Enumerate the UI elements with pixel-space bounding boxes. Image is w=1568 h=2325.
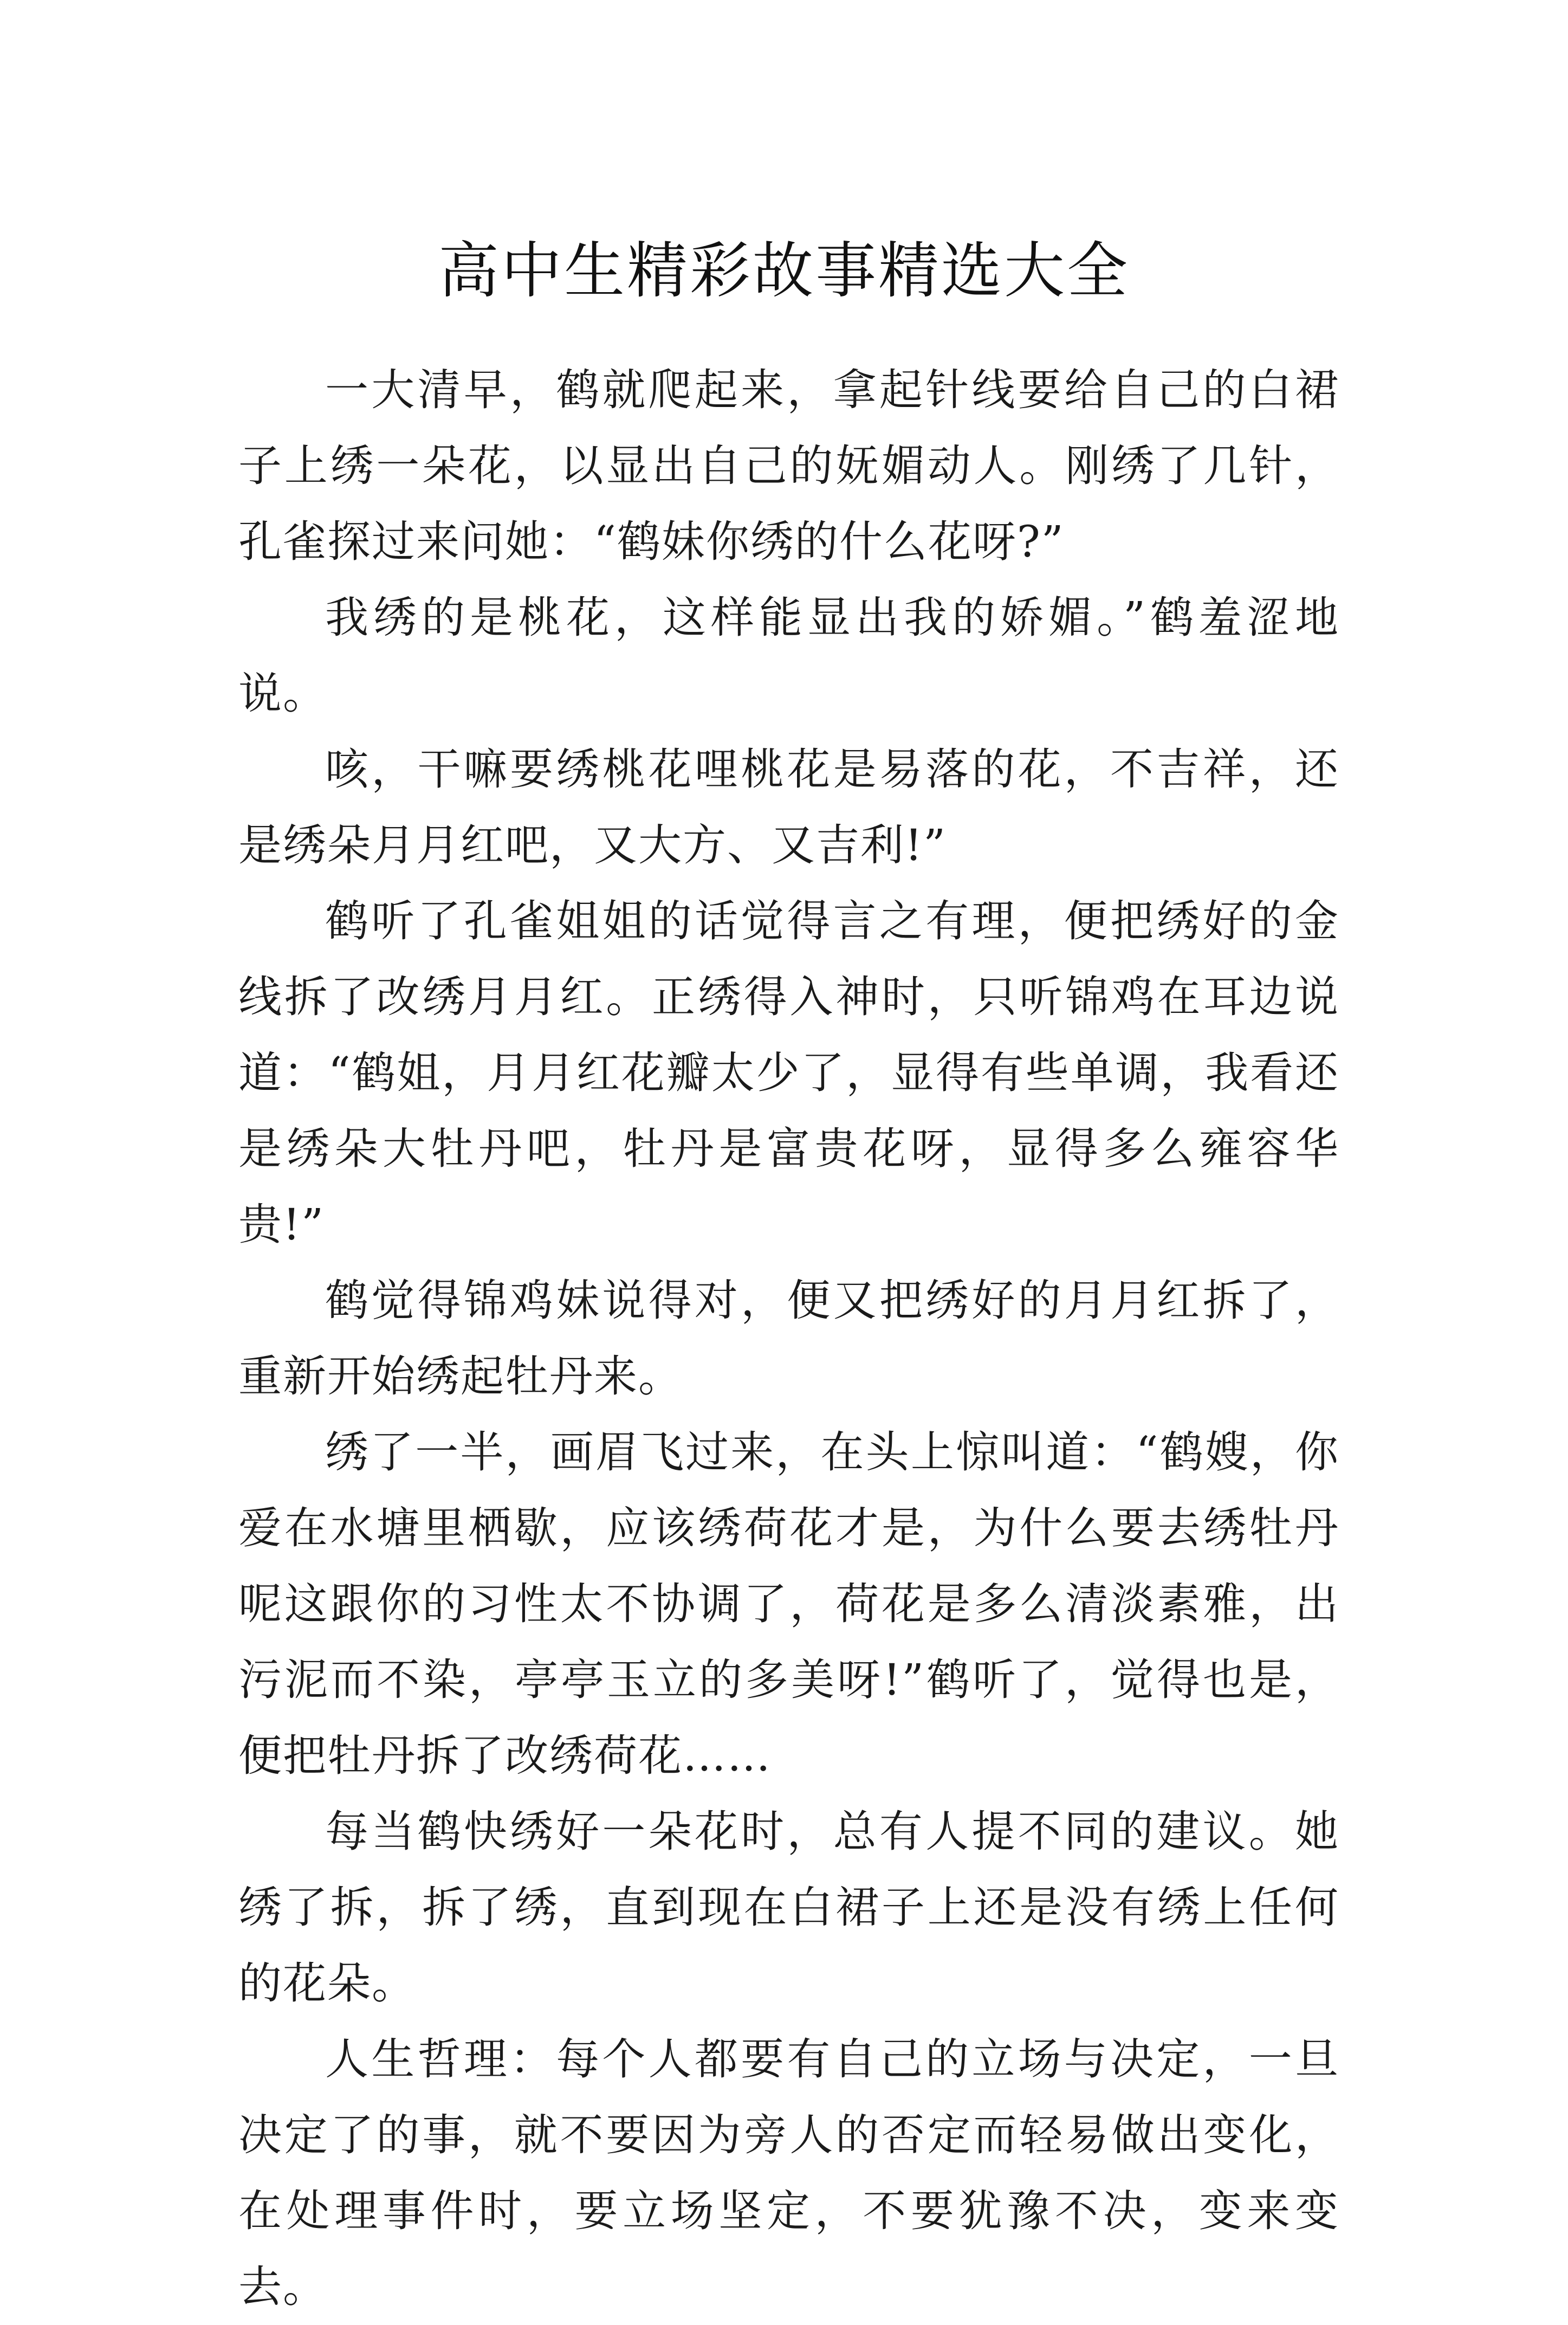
paragraph: 绣了一半，画眉飞过来，在头上惊叫道：“鹤嫂，你爱在水塘里栖歇，应该绣荷花才是，为什么要去绣牡丹呢这跟你的习性太不协调了，荷花是多么清淡素雅，出污泥而不染，亭亭玉立的多美呀!”鹤听了，觉得也是，便把牡丹拆了改绣荷花…… bbox=[238, 1427, 1339, 1781]
paragraph: 咳，干嘛要绣桃花哩桃花是易落的花，不吉祥，还是绣朵月月红吧，又大方、又吉利!” bbox=[238, 744, 1339, 870]
paragraph: 鹤听了孔雀姐姐的话觉得言之有理，便把绣好的金线拆了改绣月月红。正绣得入神时，只听锦鸡在耳边说道：“鹤姐，月月红花瓣太少了，显得有些单调，我看还是绣朵大牡丹吧，牡丹是富贵花呀，显得多么雍容华贵!” bbox=[238, 896, 1339, 1250]
document-body bbox=[238, 352, 1339, 2325]
paragraph: 我绣的是桃花，这样能显出我的娇媚。”鹤羞涩地说。 bbox=[238, 592, 1339, 719]
paragraph: 每当鹤快绣好一朵花时，总有人提不同的建议。她绣了拆，拆了绣，直到现在白裙子上还是没有绣上任何的花朵。 bbox=[238, 1806, 1339, 2008]
document-title: 高中生精彩故事精选大全 bbox=[438, 236, 1130, 307]
paragraph: 一大清早，鹤就爬起来，拿起针线要给自己的白裙子上绣一朵花，以显出自己的妩媚动人。刚绣了几针，孔雀探过来问她：“鹤妹你绣的什么花呀?” bbox=[238, 365, 1339, 567]
paragraph: 人生哲理：每个人都要有自己的立场与决定，一旦决定了的事，就不要因为旁人的否定而轻易做出变化，在处理事件时，要立场坚定，不要犹豫不决，变来变去。 bbox=[238, 2034, 1339, 2312]
paragraph: 鹤觉得锦鸡妹说得对，便又把绣好的月月红拆了，重新开始绣起牡丹来。 bbox=[238, 1275, 1339, 1402]
